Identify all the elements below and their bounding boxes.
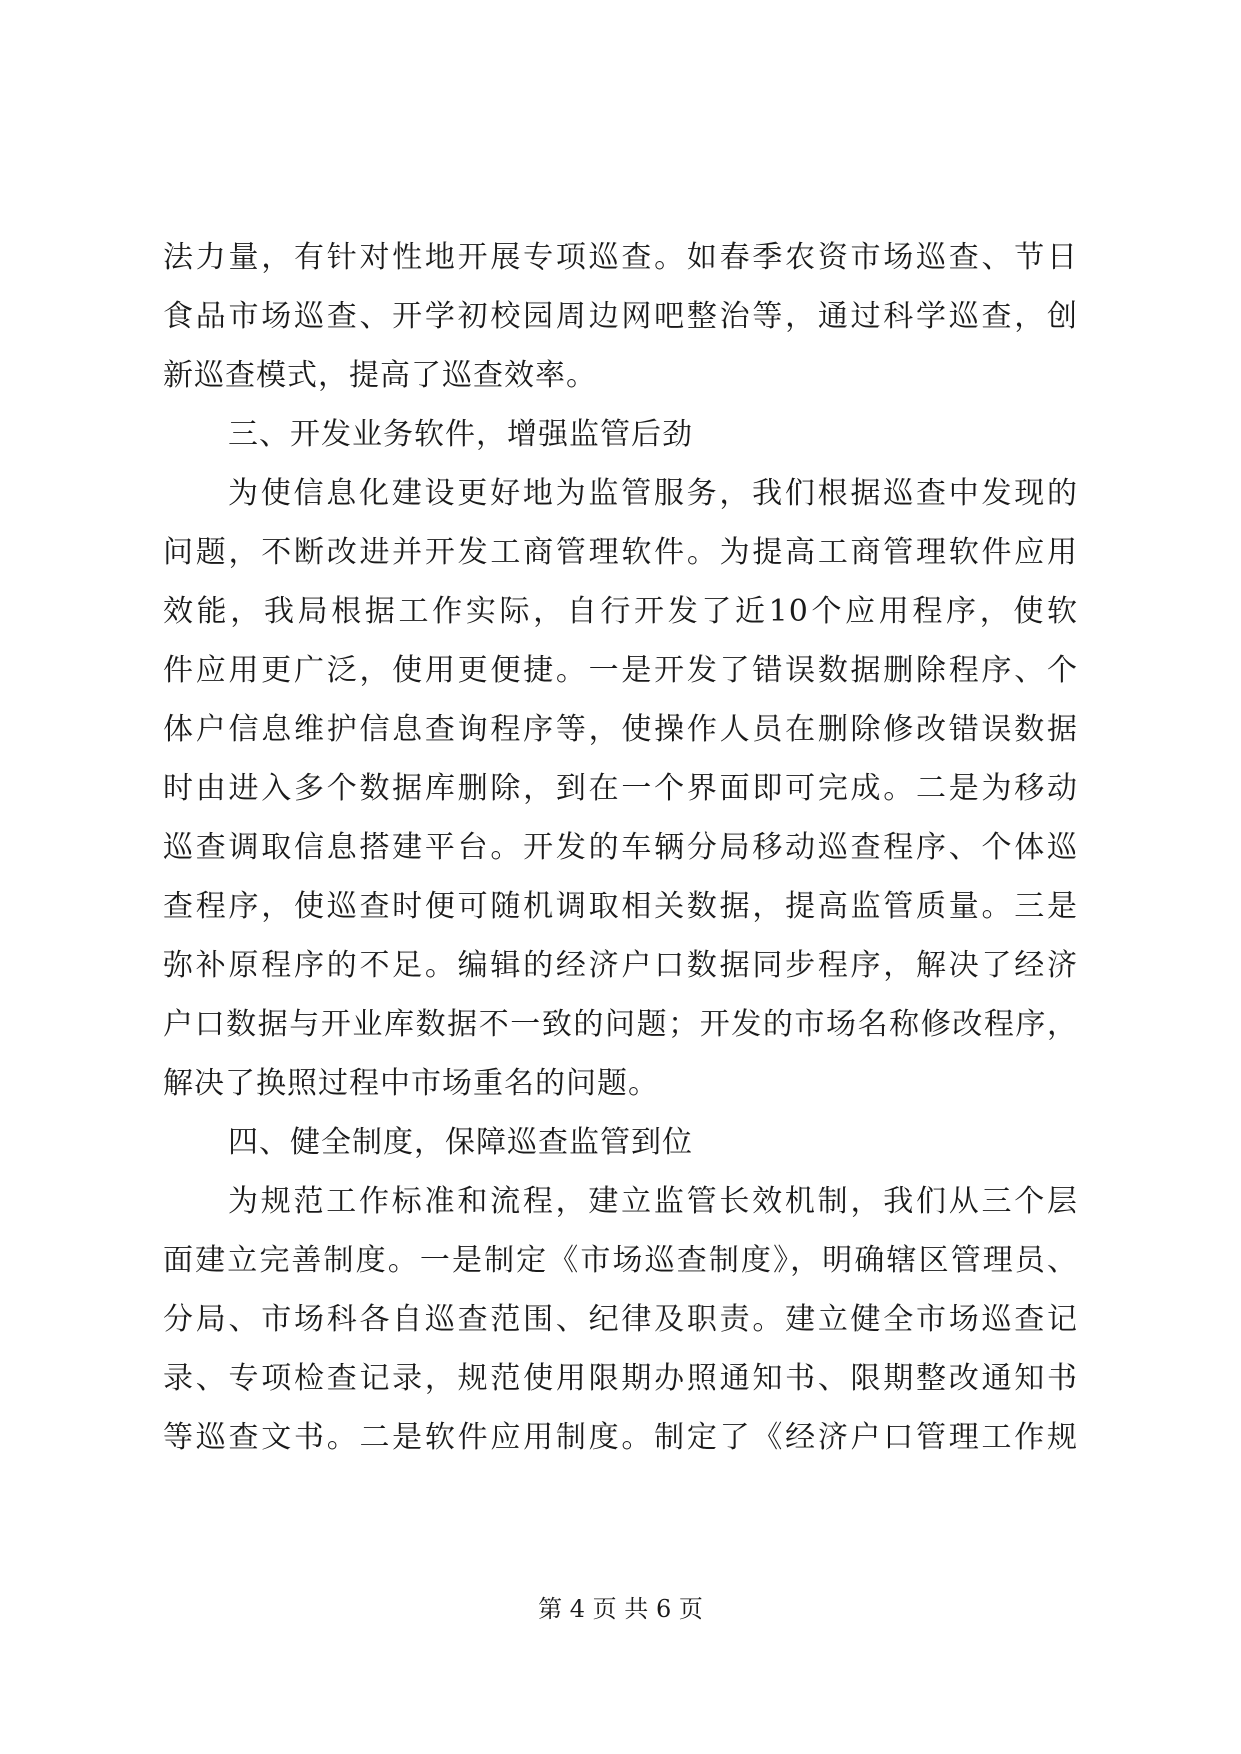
- text-line: 问题，不断改进并开发工商管理软件。为提高工商管理软件应用: [163, 535, 1078, 570]
- text-line: 时由进入多个数据库删除，到在一个界面即可完成。二是为移动: [163, 771, 1078, 806]
- text-line: 等巡查文书。二是软件应用制度。制定了《经济户口管理工作规: [163, 1420, 1078, 1455]
- text-line: 为规范工作标准和流程，建立监管长效机制，我们从三个层: [228, 1184, 1078, 1219]
- text-line: 件应用更广泛，使用更便捷。一是开发了错误数据删除程序、个: [163, 653, 1078, 688]
- text-line: 录、专项检查记录，规范使用限期办照通知书、限期整改通知书: [163, 1361, 1078, 1396]
- text-line: 新巡查模式，提高了巡查效率。: [163, 358, 597, 393]
- text-line: 面建立完善制度。一是制定《市场巡查制度》，明确辖区管理员、: [163, 1243, 1078, 1278]
- text-line: 弥补原程序的不足。编辑的经济户口数据同步程序，解决了经济: [163, 948, 1078, 983]
- text-line: 户口数据与开业库数据不一致的问题；开发的市场名称修改程序，: [163, 1007, 1078, 1042]
- page-footer: 第 4 页 共 6 页: [538, 1595, 703, 1623]
- text-line: 体户信息维护信息查询程序等，使操作人员在删除修改错误数据: [163, 712, 1078, 747]
- text-line: 食品市场巡查、开学初校园周边网吧整治等，通过科学巡查，创: [163, 299, 1078, 334]
- text-line: 解决了换照过程中市场重名的问题。: [163, 1066, 659, 1101]
- text-line: 巡查调取信息搭建平台。开发的车辆分局移动巡查程序、个体巡: [163, 830, 1078, 865]
- body-text: [163, 228, 1078, 1467]
- text-line: 为使信息化建设更好地为监管服务，我们根据巡查中发现的: [228, 476, 1078, 511]
- text-line: 效能，我局根据工作实际，自行开发了近10个应用程序，使软: [163, 594, 1078, 629]
- text-line: 法力量，有针对性地开展专项巡查。如春季农资市场巡查、节日: [163, 240, 1078, 275]
- text-line: 查程序，使巡查时便可随机调取相关数据，提高监管质量。三是: [163, 889, 1078, 924]
- text-line: 分局、市场科各自巡查范围、纪律及职责。建立健全市场巡查记: [163, 1302, 1078, 1337]
- text-line: 四、健全制度，保障巡查监管到位: [228, 1125, 693, 1160]
- text-line: 三、开发业务软件，增强监管后劲: [228, 417, 693, 452]
